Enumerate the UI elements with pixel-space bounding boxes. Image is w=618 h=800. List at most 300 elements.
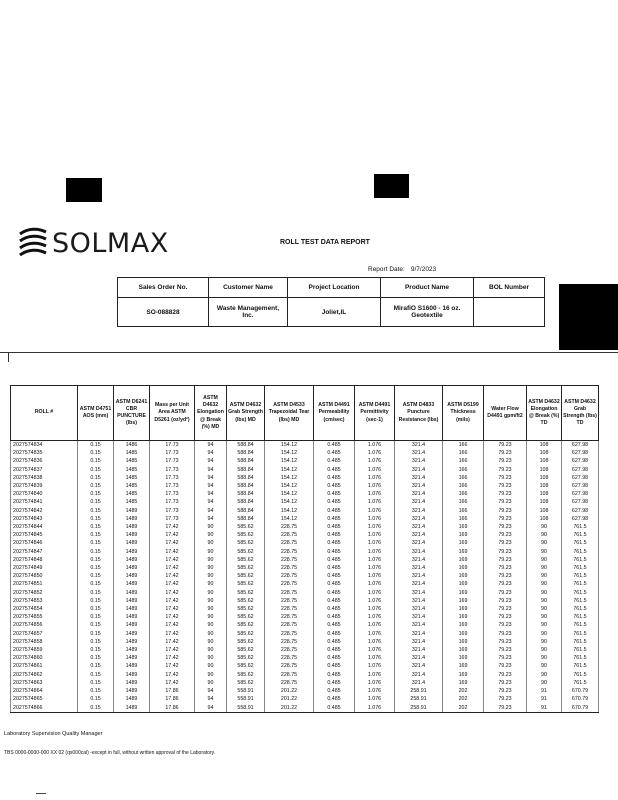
aos-cell: 0.15 xyxy=(78,646,114,654)
table-row xyxy=(11,646,599,654)
product-name-value: MirafiO S1600 - 16 oz. Geotextile xyxy=(381,298,474,327)
puncture-resistance-cell: 321.4 xyxy=(395,466,443,474)
grab-strength-td-cell: 761.5 xyxy=(562,613,599,621)
grab-strength-td-cell: 627.98 xyxy=(562,466,599,474)
roll-number-cell: 2027574848 xyxy=(11,556,78,564)
cbr-puncture-cell: 1489 xyxy=(114,662,150,670)
grab-strength-td-cell: 761.5 xyxy=(562,621,599,629)
permittivity-cell: 1.076 xyxy=(355,638,395,646)
trapezoidal-tear-md-cell: 154.12 xyxy=(265,507,314,515)
puncture-resistance-cell: 321.4 xyxy=(395,556,443,564)
thickness-cell: 169 xyxy=(443,630,484,638)
trapezoidal-tear-md-cell: 154.12 xyxy=(265,441,314,450)
elongation-td-cell: 108 xyxy=(527,507,562,515)
cbr-puncture-cell: 1489 xyxy=(114,572,150,580)
grab-strength-td-cell: 627.98 xyxy=(562,498,599,506)
permittivity-cell: 1.076 xyxy=(355,531,395,539)
thickness-cell: 169 xyxy=(443,523,484,531)
puncture-resistance-cell: 321.4 xyxy=(395,580,443,588)
aos-cell: 0.15 xyxy=(78,605,114,613)
puncture-resistance-header: ASTM D4833 Puncture Resistance (lbs) xyxy=(395,386,443,441)
order-info-header-row xyxy=(118,278,545,298)
elongation-md-cell: 94 xyxy=(195,687,227,695)
elongation-td-cell: 90 xyxy=(527,662,562,670)
permittivity-cell: 1.076 xyxy=(355,630,395,638)
cbr-puncture-cell: 1489 xyxy=(114,695,150,703)
table-row xyxy=(11,498,599,506)
mass-per-unit-area-cell: 17.42 xyxy=(150,556,195,564)
puncture-resistance-cell: 258.91 xyxy=(395,704,443,713)
grab-strength-td-cell: 627.98 xyxy=(562,449,599,457)
water-flow-cell: 79.23 xyxy=(484,490,527,498)
grab-strength-md-cell: 585.62 xyxy=(227,548,265,556)
puncture-resistance-cell: 258.91 xyxy=(395,695,443,703)
cbr-puncture-cell: 1489 xyxy=(114,531,150,539)
permeability-cell: 0.485 xyxy=(314,490,355,498)
cbr-puncture-cell: 1489 xyxy=(114,613,150,621)
grab-strength-td-cell: 761.5 xyxy=(562,556,599,564)
trapezoidal-tear-md-cell: 228.75 xyxy=(265,556,314,564)
project-location-value: Joliet,IL xyxy=(288,298,381,327)
grab-strength-md-cell: 585.62 xyxy=(227,638,265,646)
elongation-md-cell: 90 xyxy=(195,597,227,605)
aos-cell: 0.15 xyxy=(78,482,114,490)
grab-strength-md-cell: 585.62 xyxy=(227,654,265,662)
trapezoidal-tear-md-cell: 154.12 xyxy=(265,515,314,523)
table-row xyxy=(11,449,599,457)
trapezoidal-tear-md-cell: 228.75 xyxy=(265,630,314,638)
roll-number-cell: 2027574856 xyxy=(11,621,78,629)
elongation-td-cell: 90 xyxy=(527,531,562,539)
aos-cell: 0.15 xyxy=(78,441,114,450)
order-info-value-row xyxy=(118,298,545,327)
grab-strength-md-cell: 588.84 xyxy=(227,490,265,498)
elongation-md-cell: 90 xyxy=(195,548,227,556)
cbr-puncture-cell: 1489 xyxy=(114,605,150,613)
cbr-puncture-cell: 1485 xyxy=(114,474,150,482)
aos-cell: 0.15 xyxy=(78,556,114,564)
mass-per-unit-area-header: Mass per Unit Area ASTM D5261 (oz/yd²) xyxy=(150,386,195,441)
trapezoidal-tear-md-cell: 154.12 xyxy=(265,457,314,465)
thickness-cell: 166 xyxy=(443,515,484,523)
roll-number-cell: 2027574842 xyxy=(11,507,78,515)
permittivity-cell: 1.076 xyxy=(355,449,395,457)
table-row xyxy=(11,580,599,588)
elongation-td-cell: 90 xyxy=(527,548,562,556)
aos-cell: 0.15 xyxy=(78,466,114,474)
permittivity-cell: 1.076 xyxy=(355,605,395,613)
aos-cell: 0.15 xyxy=(78,671,114,679)
trapezoidal-tear-md-cell: 228.75 xyxy=(265,646,314,654)
water-flow-cell: 79.23 xyxy=(484,515,527,523)
water-flow-cell: 79.23 xyxy=(484,531,527,539)
puncture-resistance-cell: 321.4 xyxy=(395,474,443,482)
permeability-cell: 0.485 xyxy=(314,613,355,621)
roll-number-cell: 2027574866 xyxy=(11,704,78,713)
water-flow-cell: 79.23 xyxy=(484,605,527,613)
cbr-puncture-cell: 1485 xyxy=(114,466,150,474)
permittivity-cell: 1.076 xyxy=(355,589,395,597)
cbr-puncture-cell: 1489 xyxy=(114,523,150,531)
permittivity-cell: 1.076 xyxy=(355,539,395,547)
company-logo xyxy=(18,226,169,260)
water-flow-cell: 79.23 xyxy=(484,580,527,588)
aos-cell: 0.15 xyxy=(78,490,114,498)
grab-strength-md-cell: 588.84 xyxy=(227,498,265,506)
elongation-md-cell: 90 xyxy=(195,679,227,687)
roll-number-cell: 2027574845 xyxy=(11,531,78,539)
permeability-cell: 0.485 xyxy=(314,498,355,506)
puncture-resistance-cell: 321.4 xyxy=(395,539,443,547)
permeability-cell: 0.485 xyxy=(314,449,355,457)
thickness-cell: 169 xyxy=(443,580,484,588)
aos-cell: 0.15 xyxy=(78,523,114,531)
roll-number-cell: 2027574860 xyxy=(11,654,78,662)
redaction-block xyxy=(66,178,102,202)
table-header-row xyxy=(11,386,599,441)
mass-per-unit-area-cell: 17.42 xyxy=(150,621,195,629)
trapezoidal-tear-md-cell: 228.75 xyxy=(265,597,314,605)
grab-strength-td-cell: 761.5 xyxy=(562,539,599,547)
cbr-puncture-cell: 1489 xyxy=(114,556,150,564)
thickness-cell: 166 xyxy=(443,441,484,450)
table-row xyxy=(11,613,599,621)
elongation-md-cell: 94 xyxy=(195,704,227,713)
roll-number-cell: 2027574849 xyxy=(11,564,78,572)
mass-per-unit-area-cell: 17.42 xyxy=(150,646,195,654)
roll-number-cell: 2027574852 xyxy=(11,589,78,597)
grab-strength-md-cell: 585.62 xyxy=(227,646,265,654)
table-row xyxy=(11,671,599,679)
water-flow-cell: 79.23 xyxy=(484,687,527,695)
elongation-td-cell: 91 xyxy=(527,687,562,695)
permittivity-cell: 1.076 xyxy=(355,704,395,713)
grab-strength-md-cell: 588.84 xyxy=(227,515,265,523)
cbr-puncture-cell: 1485 xyxy=(114,498,150,506)
grab-strength-md-cell: 585.62 xyxy=(227,662,265,670)
thickness-cell: 166 xyxy=(443,457,484,465)
mass-per-unit-area-cell: 17.42 xyxy=(150,605,195,613)
scan-mark xyxy=(36,793,46,794)
grab-strength-md-cell: 558.91 xyxy=(227,704,265,713)
trapezoidal-tear-md-cell: 228.75 xyxy=(265,662,314,670)
aos-cell: 0.15 xyxy=(78,597,114,605)
permeability-cell: 0.485 xyxy=(314,597,355,605)
cbr-puncture-cell: 1485 xyxy=(114,449,150,457)
cbr-puncture-header: ASTM D6241 CBR PUNCTURE (lbs) xyxy=(114,386,150,441)
permittivity-cell: 1.076 xyxy=(355,474,395,482)
permittivity-cell: 1.076 xyxy=(355,507,395,515)
aos-cell: 0.15 xyxy=(78,638,114,646)
grab-strength-md-cell: 558.91 xyxy=(227,695,265,703)
grab-strength-td-cell: 761.5 xyxy=(562,679,599,687)
elongation-md-cell: 94 xyxy=(195,441,227,450)
permeability-cell: 0.485 xyxy=(314,441,355,450)
thickness-cell: 166 xyxy=(443,466,484,474)
table-row xyxy=(11,515,599,523)
elongation-td-cell: 108 xyxy=(527,515,562,523)
mass-per-unit-area-cell: 17.73 xyxy=(150,482,195,490)
permeability-cell: 0.485 xyxy=(314,531,355,539)
permittivity-cell: 1.076 xyxy=(355,687,395,695)
grab-strength-td-cell: 761.5 xyxy=(562,589,599,597)
elongation-md-cell: 90 xyxy=(195,580,227,588)
grab-strength-td-header: ASTM D4632 Grab Strength (lbs) TD xyxy=(562,386,599,441)
aos-cell: 0.15 xyxy=(78,498,114,506)
cbr-puncture-cell: 1489 xyxy=(114,548,150,556)
lab-supervision-note: Laboratory Supervision Quality Manager xyxy=(4,731,103,737)
permittivity-header: ASTM D4491 Permittivity (sec-1) xyxy=(355,386,395,441)
elongation-td-cell: 108 xyxy=(527,498,562,506)
permittivity-cell: 1.076 xyxy=(355,597,395,605)
aos-cell: 0.15 xyxy=(78,449,114,457)
elongation-md-cell: 94 xyxy=(195,449,227,457)
aos-cell: 0.15 xyxy=(78,515,114,523)
puncture-resistance-cell: 321.4 xyxy=(395,441,443,450)
permittivity-cell: 1.076 xyxy=(355,564,395,572)
trapezoidal-tear-md-cell: 228.75 xyxy=(265,531,314,539)
trapezoidal-tear-md-cell: 154.12 xyxy=(265,466,314,474)
trapezoidal-tear-md-cell: 228.75 xyxy=(265,671,314,679)
mass-per-unit-area-cell: 17.42 xyxy=(150,539,195,547)
thickness-cell: 169 xyxy=(443,539,484,547)
grab-strength-td-cell: 670.79 xyxy=(562,695,599,703)
permittivity-cell: 1.076 xyxy=(355,523,395,531)
trapezoidal-tear-md-cell: 228.75 xyxy=(265,621,314,629)
trapezoidal-tear-md-cell: 228.75 xyxy=(265,605,314,613)
permeability-cell: 0.485 xyxy=(314,621,355,629)
divider-tick xyxy=(8,352,9,362)
trapezoidal-tear-md-cell: 228.75 xyxy=(265,679,314,687)
mass-per-unit-area-cell: 17.42 xyxy=(150,531,195,539)
cbr-puncture-cell: 1489 xyxy=(114,638,150,646)
mass-per-unit-area-cell: 17.73 xyxy=(150,490,195,498)
table-row xyxy=(11,539,599,547)
water-flow-cell: 79.23 xyxy=(484,630,527,638)
grab-strength-md-cell: 588.84 xyxy=(227,466,265,474)
grab-strength-td-cell: 670.79 xyxy=(562,687,599,695)
mass-per-unit-area-cell: 17.42 xyxy=(150,638,195,646)
mass-per-unit-area-cell: 17.42 xyxy=(150,671,195,679)
water-flow-cell: 79.23 xyxy=(484,654,527,662)
permittivity-cell: 1.076 xyxy=(355,466,395,474)
mass-per-unit-area-cell: 17.73 xyxy=(150,474,195,482)
thickness-cell: 169 xyxy=(443,662,484,670)
water-flow-cell: 79.23 xyxy=(484,671,527,679)
grab-strength-td-cell: 761.5 xyxy=(562,572,599,580)
roll-number-cell: 2027574847 xyxy=(11,548,78,556)
redaction-block xyxy=(374,174,409,198)
permeability-cell: 0.485 xyxy=(314,539,355,547)
elongation-td-cell: 90 xyxy=(527,556,562,564)
trapezoidal-tear-md-cell: 154.12 xyxy=(265,449,314,457)
roll-number-cell: 2027574864 xyxy=(11,687,78,695)
table-row xyxy=(11,572,599,580)
cbr-puncture-cell: 1489 xyxy=(114,704,150,713)
roll-number-cell: 2027574861 xyxy=(11,662,78,670)
order-info-table xyxy=(117,277,545,327)
trapezoidal-tear-md-cell: 201.22 xyxy=(265,687,314,695)
mass-per-unit-area-cell: 17.42 xyxy=(150,580,195,588)
report-date-label: Report Date: xyxy=(368,266,405,273)
elongation-td-cell: 90 xyxy=(527,613,562,621)
grab-strength-td-cell: 761.5 xyxy=(562,523,599,531)
aos-header: ASTM D4751 AOS (mm) xyxy=(78,386,114,441)
table-row xyxy=(11,474,599,482)
elongation-td-cell: 90 xyxy=(527,605,562,613)
cbr-puncture-cell: 1485 xyxy=(114,490,150,498)
puncture-resistance-cell: 321.4 xyxy=(395,449,443,457)
aos-cell: 0.15 xyxy=(78,695,114,703)
grab-strength-md-cell: 588.84 xyxy=(227,449,265,457)
cbr-puncture-cell: 1489 xyxy=(114,687,150,695)
roll-number-cell: 2027574863 xyxy=(11,679,78,687)
mass-per-unit-area-cell: 17.42 xyxy=(150,589,195,597)
mass-per-unit-area-cell: 17.42 xyxy=(150,548,195,556)
cbr-puncture-cell: 1489 xyxy=(114,515,150,523)
thickness-cell: 169 xyxy=(443,679,484,687)
aos-cell: 0.15 xyxy=(78,662,114,670)
table-row xyxy=(11,695,599,703)
redaction-block xyxy=(559,284,618,350)
permeability-cell: 0.485 xyxy=(314,630,355,638)
table-row xyxy=(11,523,599,531)
permeability-cell: 0.485 xyxy=(314,507,355,515)
grab-strength-md-cell: 585.62 xyxy=(227,531,265,539)
elongation-td-cell: 91 xyxy=(527,695,562,703)
thickness-cell: 169 xyxy=(443,605,484,613)
grab-strength-md-cell: 558.91 xyxy=(227,687,265,695)
permittivity-cell: 1.076 xyxy=(355,482,395,490)
roll-number-cell: 2027574834 xyxy=(11,441,78,450)
elongation-md-header: ASTM D4632 Elongation @ Break (%) MD xyxy=(195,386,227,441)
water-flow-cell: 79.23 xyxy=(484,589,527,597)
permeability-cell: 0.485 xyxy=(314,580,355,588)
grab-strength-td-cell: 761.5 xyxy=(562,630,599,638)
table-row xyxy=(11,556,599,564)
permeability-cell: 0.485 xyxy=(314,466,355,474)
grab-strength-md-cell: 585.62 xyxy=(227,564,265,572)
permeability-cell: 0.485 xyxy=(314,695,355,703)
grab-strength-md-cell: 585.62 xyxy=(227,621,265,629)
divider xyxy=(0,352,618,353)
table-row xyxy=(11,630,599,638)
permeability-cell: 0.485 xyxy=(314,662,355,670)
elongation-md-cell: 90 xyxy=(195,613,227,621)
permeability-cell: 0.485 xyxy=(314,548,355,556)
puncture-resistance-cell: 321.4 xyxy=(395,498,443,506)
roll-number-cell: 2027574854 xyxy=(11,605,78,613)
table-row xyxy=(11,490,599,498)
roll-number-cell: 2027574851 xyxy=(11,580,78,588)
elongation-md-cell: 94 xyxy=(195,515,227,523)
elongation-md-cell: 90 xyxy=(195,523,227,531)
table-row xyxy=(11,482,599,490)
water-flow-cell: 79.23 xyxy=(484,564,527,572)
grab-strength-md-cell: 588.84 xyxy=(227,507,265,515)
permeability-cell: 0.485 xyxy=(314,589,355,597)
roll-number-cell: 2027574858 xyxy=(11,638,78,646)
trapezoidal-tear-md-cell: 228.75 xyxy=(265,580,314,588)
elongation-td-cell: 108 xyxy=(527,449,562,457)
elongation-td-cell: 90 xyxy=(527,564,562,572)
aos-cell: 0.15 xyxy=(78,548,114,556)
table-row xyxy=(11,548,599,556)
elongation-md-cell: 94 xyxy=(195,498,227,506)
puncture-resistance-cell: 321.4 xyxy=(395,572,443,580)
thickness-cell: 166 xyxy=(443,507,484,515)
thickness-cell: 202 xyxy=(443,695,484,703)
roll-number-cell: 2027574837 xyxy=(11,466,78,474)
elongation-md-cell: 90 xyxy=(195,572,227,580)
mass-per-unit-area-cell: 17.73 xyxy=(150,449,195,457)
permittivity-cell: 1.076 xyxy=(355,548,395,556)
mass-per-unit-area-cell: 17.73 xyxy=(150,441,195,450)
roll-number-cell: 2027574853 xyxy=(11,597,78,605)
cbr-puncture-cell: 1489 xyxy=(114,589,150,597)
elongation-md-cell: 94 xyxy=(195,466,227,474)
table-row xyxy=(11,605,599,613)
aos-cell: 0.15 xyxy=(78,654,114,662)
permittivity-cell: 1.076 xyxy=(355,572,395,580)
roll-number-cell: 2027574862 xyxy=(11,671,78,679)
permeability-cell: 0.485 xyxy=(314,564,355,572)
grab-strength-md-cell: 585.62 xyxy=(227,613,265,621)
roll-number-cell: 2027574838 xyxy=(11,474,78,482)
puncture-resistance-cell: 258.91 xyxy=(395,687,443,695)
puncture-resistance-cell: 321.4 xyxy=(395,662,443,670)
roll-number-cell: 2027574843 xyxy=(11,515,78,523)
permeability-cell: 0.485 xyxy=(314,687,355,695)
elongation-md-cell: 94 xyxy=(195,490,227,498)
thickness-cell: 202 xyxy=(443,687,484,695)
mass-per-unit-area-cell: 17.42 xyxy=(150,679,195,687)
trapezoidal-tear-md-cell: 154.12 xyxy=(265,490,314,498)
mass-per-unit-area-cell: 17.42 xyxy=(150,654,195,662)
permittivity-cell: 1.076 xyxy=(355,695,395,703)
elongation-td-cell: 90 xyxy=(527,621,562,629)
elongation-td-cell: 90 xyxy=(527,589,562,597)
trapezoidal-tear-md-cell: 228.75 xyxy=(265,654,314,662)
elongation-md-cell: 90 xyxy=(195,564,227,572)
company-name: SOLMAX xyxy=(52,227,169,259)
mass-per-unit-area-cell: 17.42 xyxy=(150,597,195,605)
thickness-cell: 169 xyxy=(443,654,484,662)
thickness-cell: 169 xyxy=(443,531,484,539)
grab-strength-md-cell: 585.62 xyxy=(227,597,265,605)
water-flow-cell: 79.23 xyxy=(484,646,527,654)
grab-strength-td-cell: 761.5 xyxy=(562,564,599,572)
mass-per-unit-area-cell: 17.73 xyxy=(150,498,195,506)
puncture-resistance-cell: 321.4 xyxy=(395,457,443,465)
thickness-cell: 166 xyxy=(443,498,484,506)
water-flow-cell: 79.23 xyxy=(484,613,527,621)
elongation-td-cell: 90 xyxy=(527,539,562,547)
cbr-puncture-cell: 1489 xyxy=(114,597,150,605)
grab-strength-td-cell: 761.5 xyxy=(562,638,599,646)
roll-number-header: ROLL # xyxy=(11,386,78,441)
table-row xyxy=(11,621,599,629)
permeability-cell: 0.485 xyxy=(314,523,355,531)
elongation-td-cell: 108 xyxy=(527,441,562,450)
water-flow-cell: 79.23 xyxy=(484,597,527,605)
aos-cell: 0.15 xyxy=(78,679,114,687)
elongation-td-cell: 108 xyxy=(527,490,562,498)
thickness-cell: 169 xyxy=(443,671,484,679)
mass-per-unit-area-cell: 17.73 xyxy=(150,457,195,465)
elongation-td-header: ASTM D4632 Elongation @ Break (%) TD xyxy=(527,386,562,441)
puncture-resistance-cell: 321.4 xyxy=(395,605,443,613)
